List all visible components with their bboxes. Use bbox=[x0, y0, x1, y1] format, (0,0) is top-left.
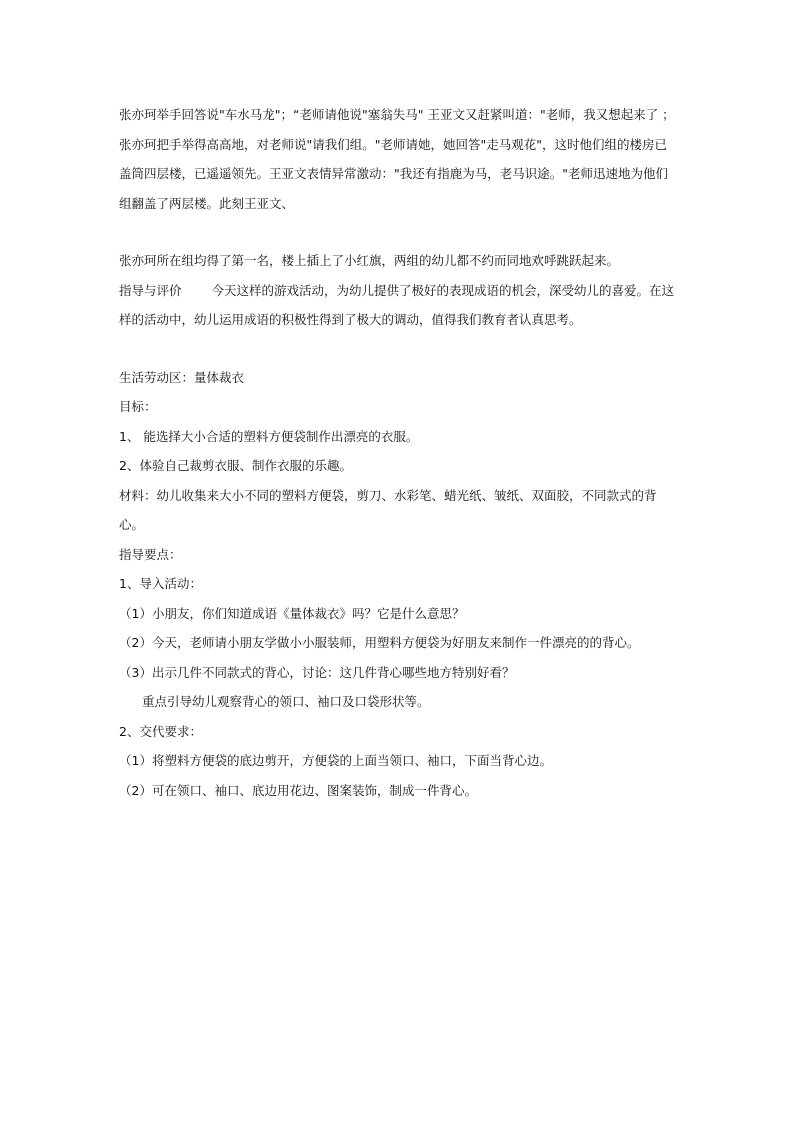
step-1-item-c: （3）出示几件不同款式的背心，讨论：这几件背心哪些地方特别好看？ bbox=[119, 664, 515, 680]
materials-line: 材料：幼儿收集来大小不同的塑料方便袋，剪刀、水彩笔、蜡光纸、皱纸、双面胶，不同款式的背心。 bbox=[119, 487, 657, 532]
evaluation-text: 今天这样的游戏活动，为幼儿提供了极好的表现成语的机会，深受幼儿的喜爱。在这样的活动中，幼儿运用成语的积极性得到了极大的调动，值得我们教育者认真思考。 bbox=[119, 282, 675, 327]
evaluation-paragraph bbox=[119, 276, 679, 335]
document-body bbox=[119, 100, 679, 805]
result-paragraph: 张亦珂所在组均得了第一名，楼上插上了小红旗，两组的幼儿都不约而同地欢呼跳跃起来。 bbox=[119, 253, 620, 268]
step-2-item-b: （2）可在领口、袖口、底边用花边、图案装饰，制成一件背心。 bbox=[119, 782, 477, 798]
step-2-title: 2、交代要求： bbox=[119, 723, 202, 739]
step-1-title: 1、导入活动： bbox=[119, 576, 202, 591]
step-2-item-a: （1）将塑料方便袋的底边剪开，方便袋的上面当领口、袖口，下面当背心边。 bbox=[119, 753, 552, 768]
guide-label: 指导要点： bbox=[119, 546, 182, 562]
step-1-note: 重点引导幼儿观察背心的领口、袖口及口袋形状等。 bbox=[142, 694, 430, 709]
paragraph-gap bbox=[119, 335, 679, 363]
evaluation-label: 指导与评价 bbox=[119, 282, 182, 298]
goal-item-1: 1、 能选择大小合适的塑料方便袋制作出漂亮的衣服。 bbox=[119, 428, 419, 444]
goal-item-2: 2、体验自己裁剪衣服、制作衣服的乐趣。 bbox=[119, 458, 352, 473]
goal-label: 目标： bbox=[119, 399, 157, 414]
story-paragraph: 张亦珂举手回答说"车水马龙"；“老师请他说"塞翁失马" 王亚文又赶紧叫道："老师，我又想起来了 ；张亦珂把手举得高高地，对老师说"请我们组。"老师请她，她回答"走马观花"，这时他们组的楼房已盖筒四层楼，已遥遥领先。王亚文表情异常激动："我还有指鹿为马，老马识途。"老师迅速地为他们组翻盖了两层楼。此刻王亚文、 bbox=[119, 107, 675, 211]
section-title: 生活劳动区：量体裁衣 bbox=[119, 369, 245, 385]
paragraph-gap bbox=[119, 218, 679, 246]
step-1-item-a: （1）小朋友，你们知道成语《量体裁衣》吗？它是什么意思？ bbox=[119, 605, 465, 621]
step-1-item-b: （2）今天，老师请小朋友学做小小服装师，用塑料方便袋为好朋友来制作一件漂亮的的背心。 bbox=[119, 635, 640, 650]
